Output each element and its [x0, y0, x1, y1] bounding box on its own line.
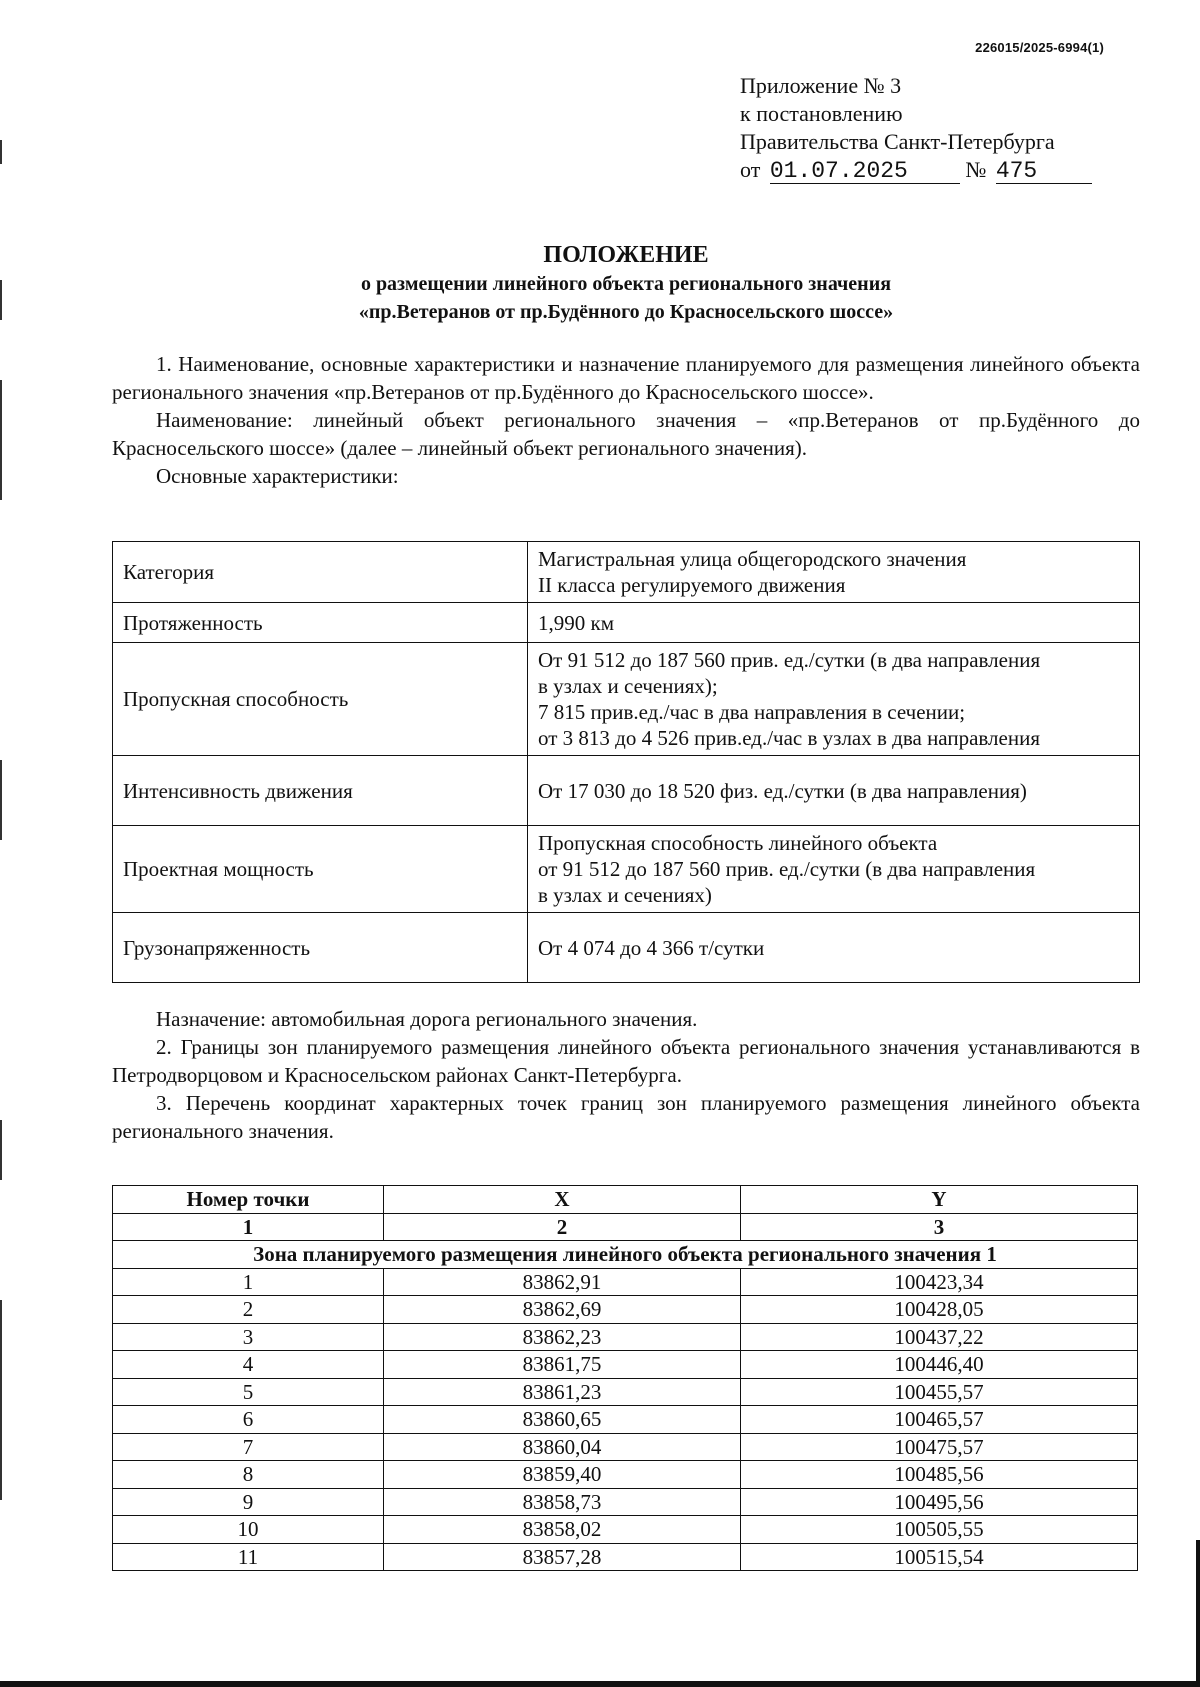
- characteristics-row: [113, 756, 1140, 826]
- point-y: 100428,05: [741, 1296, 1138, 1324]
- intro-paragraph-2: Наименование: линейный объект регионального значения – «пр.Ветеранов от пр.Будённого до Красносельского шоссе» (далее – линейный объект регионального значения).: [112, 408, 1140, 460]
- characteristics-row: [113, 826, 1140, 913]
- point-x: 83858,73: [384, 1488, 741, 1516]
- point-y: 100495,56: [741, 1488, 1138, 1516]
- intro-paragraph-1: 1. Наименование, основные характеристики и назначение планируемого для размещения линейного объекта регионального значения «пр.Ветеранов от пр.Будённого до Красносельского шоссе».: [112, 352, 1140, 404]
- document-title: [112, 240, 1140, 326]
- coordinate-row: [113, 1488, 1138, 1516]
- point-y: 100465,57: [741, 1406, 1138, 1434]
- point-y: 100423,34: [741, 1268, 1138, 1296]
- characteristic-value: [528, 756, 1140, 826]
- coordinate-row: [113, 1378, 1138, 1406]
- characteristic-value-line: от 3 813 до 4 526 прив.ед./час в узлах в два направления: [538, 726, 1040, 750]
- date-prefix: от: [740, 157, 761, 182]
- point-number: 7: [113, 1433, 384, 1461]
- scan-edge-mark: [0, 380, 2, 500]
- point-x: 83861,23: [384, 1378, 741, 1406]
- coordinate-row: [113, 1296, 1138, 1324]
- point-x: 83862,23: [384, 1323, 741, 1351]
- coordinates-header-row: [113, 1186, 1138, 1214]
- characteristics-row: [113, 542, 1140, 603]
- purpose-paragraph: Назначение: автомобильная дорога регионального значения.: [156, 1007, 698, 1031]
- resolution-number: 475: [996, 159, 1092, 184]
- point-number: 5: [113, 1378, 384, 1406]
- point-number: 1: [113, 1268, 384, 1296]
- characteristic-name: Пропускная способность: [113, 643, 528, 756]
- coordinate-row: [113, 1433, 1138, 1461]
- coordinate-row: [113, 1268, 1138, 1296]
- point-y: 100475,57: [741, 1433, 1138, 1461]
- point-y: 100505,55: [741, 1516, 1138, 1544]
- characteristic-value-line: от 91 512 до 187 560 прив. ед./сутки (в два направления: [538, 857, 1036, 881]
- coordinate-row: [113, 1323, 1138, 1351]
- point-number: 2: [113, 1296, 384, 1324]
- point-x: 83857,28: [384, 1543, 741, 1571]
- coordinate-row: [113, 1351, 1138, 1379]
- point-number: 4: [113, 1351, 384, 1379]
- coordinates-table: [112, 1185, 1138, 1571]
- characteristic-value: [528, 603, 1140, 643]
- boundaries-paragraph: 2. Границы зон планируемого размещения линейного объекта регионального значения устанавливаются в Петродворцовом и Красносельском районах Санкт-Петербурга.: [112, 1035, 1140, 1087]
- characteristic-value-line: От 4 074 до 4 366 т/сутки: [538, 935, 765, 960]
- characteristics-table: [112, 541, 1140, 983]
- characteristic-value-line: в узлах и сечениях);: [538, 674, 718, 698]
- intro-section: [112, 350, 1140, 490]
- scan-edge-mark: [0, 760, 2, 840]
- header-point-number: Номер точки: [113, 1186, 384, 1214]
- column-number-3: 3: [741, 1213, 1138, 1241]
- column-number-1: 1: [113, 1213, 384, 1241]
- point-number: 8: [113, 1461, 384, 1489]
- point-x: 83859,40: [384, 1461, 741, 1489]
- characteristic-value-line: II класса регулируемого движения: [538, 573, 846, 597]
- characteristic-value: [528, 643, 1140, 756]
- intro-paragraph-3: Основные характеристики:: [156, 464, 399, 488]
- point-number: 6: [113, 1406, 384, 1434]
- characteristics-row: [113, 913, 1140, 983]
- scan-edge-mark: [0, 1120, 2, 1180]
- characteristic-value: [528, 826, 1140, 913]
- characteristic-value-line: в узлах и сечениях): [538, 883, 712, 907]
- characteristics-row: [113, 643, 1140, 756]
- characteristics-row: [113, 603, 1140, 643]
- point-x: 83862,91: [384, 1268, 741, 1296]
- coordinate-row: [113, 1461, 1138, 1489]
- characteristic-name: Интенсивность движения: [113, 756, 528, 826]
- coordinate-row: [113, 1516, 1138, 1544]
- characteristic-name: Протяженность: [113, 603, 528, 643]
- title-subtitle-2: «пр.Ветеранов от пр.Будённого до Красносельского шоссе»: [358, 301, 894, 323]
- scan-edge-mark: [0, 140, 2, 164]
- coordinate-row: [113, 1543, 1138, 1571]
- appendix-header: [740, 72, 1092, 184]
- characteristic-value-line: 7 815 прив.ед./час в два направления в сечении;: [538, 700, 966, 724]
- point-y: 100455,57: [741, 1378, 1138, 1406]
- scan-edge-mark: [0, 280, 2, 320]
- coordinates-intro-paragraph: 3. Перечень координат характерных точек границ зон планируемого размещения линейного объекта регионального значения.: [112, 1091, 1140, 1143]
- characteristic-value: [528, 542, 1140, 603]
- point-number: 3: [113, 1323, 384, 1351]
- header-x: X: [384, 1186, 741, 1214]
- characteristic-value-line: Пропускная способность линейного объекта: [538, 831, 938, 855]
- scan-right-border: [1196, 1540, 1200, 1687]
- characteristic-value-line: От 17 030 до 18 520 физ. ед./сутки (в два направления): [538, 778, 1027, 803]
- document-registration-number: 226015/2025-6994(1): [975, 40, 1104, 55]
- header-y: Y: [741, 1186, 1138, 1214]
- appendix-line-2: к постановлению: [740, 101, 903, 126]
- zone-title: Зона планируемого размещения линейного объекта регионального значения 1: [113, 1241, 1138, 1269]
- point-x: 83860,04: [384, 1433, 741, 1461]
- point-x: 83862,69: [384, 1296, 741, 1324]
- purpose-section: [112, 1005, 1140, 1145]
- characteristic-value-line: 1,990 км: [538, 610, 614, 635]
- scan-bottom-border: [0, 1681, 1200, 1687]
- characteristic-name: Грузонапряженность: [113, 913, 528, 983]
- characteristic-value-line: Магистральная улица общегородского значения: [538, 547, 967, 571]
- point-x: 83861,75: [384, 1351, 741, 1379]
- point-y: 100515,54: [741, 1543, 1138, 1571]
- point-y: 100446,40: [741, 1351, 1138, 1379]
- point-y: 100485,56: [741, 1461, 1138, 1489]
- number-prefix: №: [965, 157, 987, 182]
- scan-edge-mark: [0, 1300, 2, 1500]
- characteristic-name: Проектная мощность: [113, 826, 528, 913]
- coordinate-row: [113, 1406, 1138, 1434]
- title-subtitle-1: о размещении линейного объекта регионального значения: [360, 273, 892, 295]
- resolution-date: 01.07.2025: [770, 159, 960, 184]
- point-number: 11: [113, 1543, 384, 1571]
- column-number-row: [113, 1213, 1138, 1241]
- appendix-line-3: Правительства Санкт-Петербурга: [740, 129, 1055, 154]
- characteristic-value-line: От 91 512 до 187 560 прив. ед./сутки (в два направления: [538, 648, 1041, 672]
- point-number: 9: [113, 1488, 384, 1516]
- point-x: 83860,65: [384, 1406, 741, 1434]
- point-x: 83858,02: [384, 1516, 741, 1544]
- point-number: 10: [113, 1516, 384, 1544]
- characteristic-name: Категория: [113, 542, 528, 603]
- column-number-2: 2: [384, 1213, 741, 1241]
- appendix-line-1: Приложение № 3: [740, 73, 902, 98]
- title-main: ПОЛОЖЕНИЕ: [543, 242, 709, 268]
- characteristic-value: [528, 913, 1140, 983]
- zone-row: [113, 1241, 1138, 1269]
- appendix-date-line: [740, 156, 1092, 184]
- point-y: 100437,22: [741, 1323, 1138, 1351]
